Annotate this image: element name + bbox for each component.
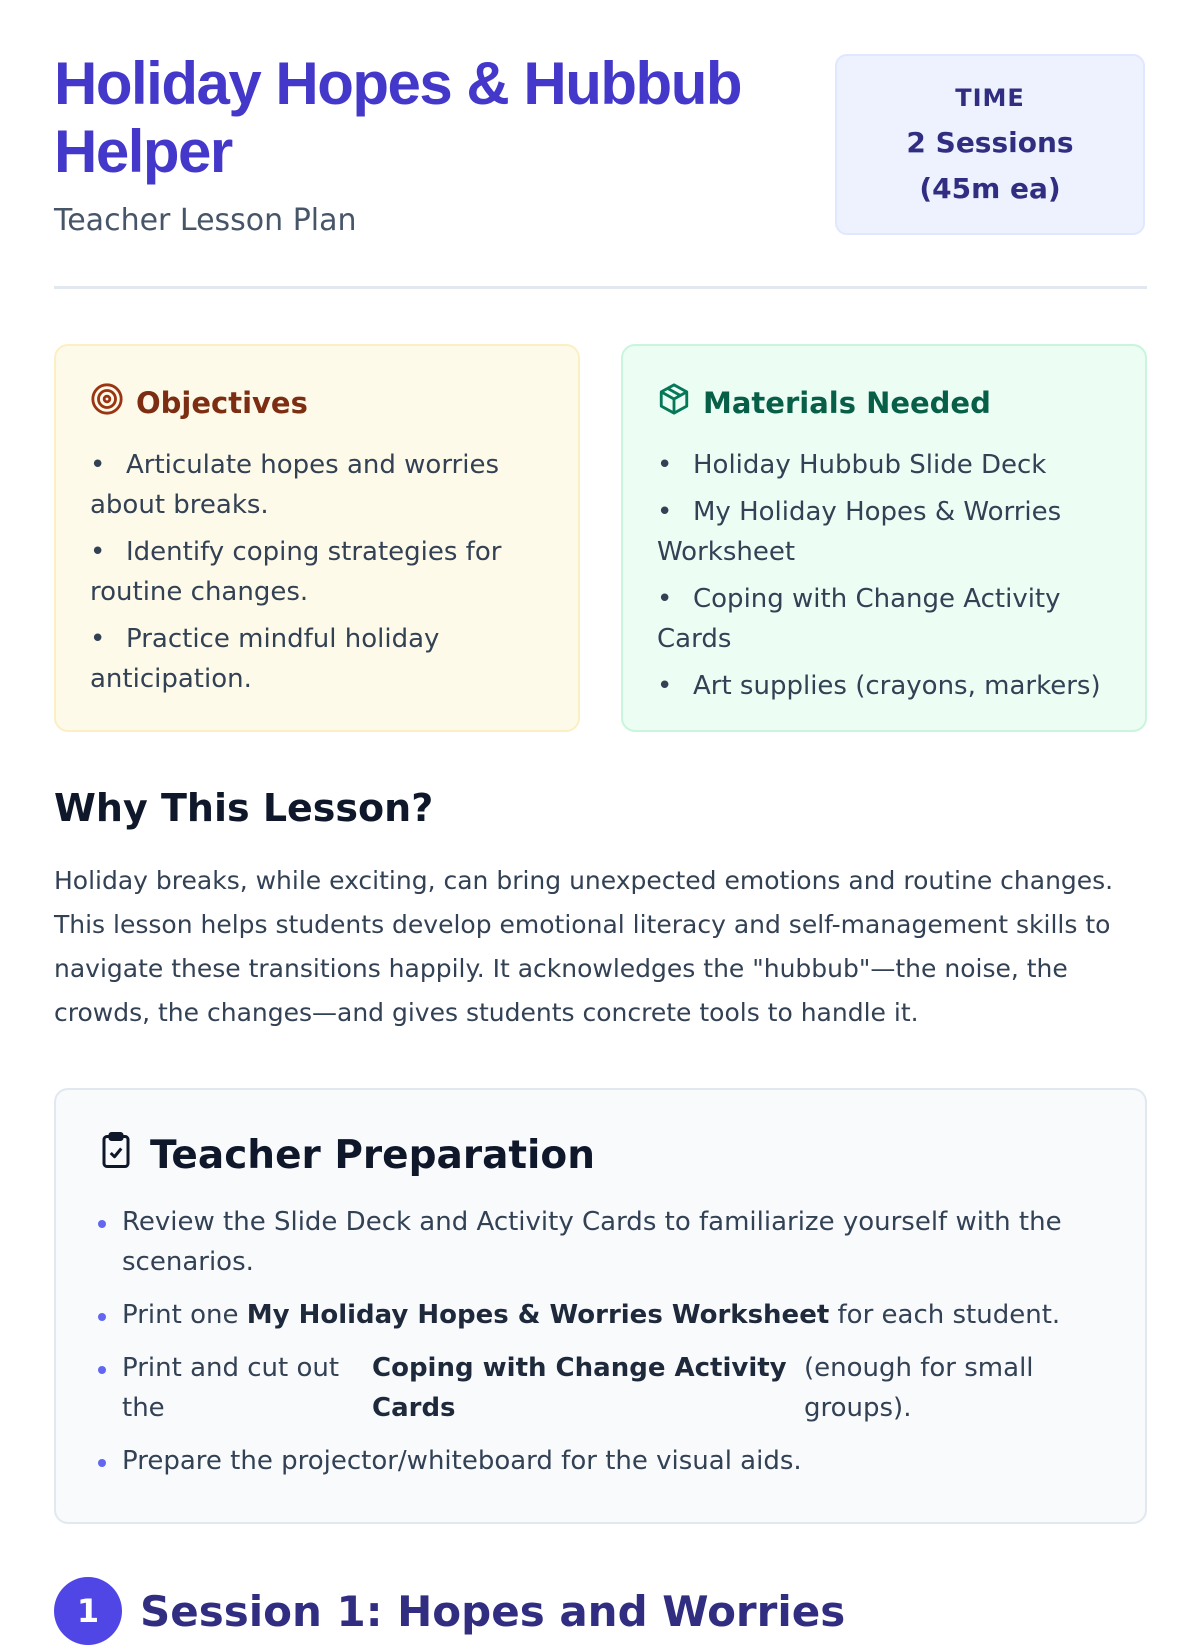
- prep-list: [98, 1202, 1103, 1481]
- target-icon: [90, 382, 124, 423]
- worksheet-name: My Holiday Hopes & Worries Worksheet: [246, 1300, 830, 1330]
- session-header: [54, 1577, 845, 1645]
- materials-heading: Materials Needed: [703, 385, 991, 420]
- material-item: • My Holiday Hopes & Worries Worksheet: [657, 497, 1062, 567]
- page-subtitle: Teacher Lesson Plan: [54, 203, 357, 238]
- materials-list: [657, 445, 1111, 706]
- objectives-header: [90, 382, 544, 423]
- objectives-heading: Objectives: [136, 385, 308, 420]
- prep-item: Print one My Holiday Hopes & Worries Worksheet for each student.: [98, 1295, 1103, 1335]
- prep-item: Prepare the projector/whiteboard for the visual aids.: [98, 1441, 1103, 1481]
- objective-item: • Articulate hopes and worries about breaks.: [90, 450, 500, 520]
- material-item: • Art supplies (crayons, markers): [657, 671, 1101, 701]
- why-paragraph: Holiday breaks, while exciting, can bring unexpected emotions and routine changes. This lesson helps students develop emotional literacy and self-management skills to navigate these transitions happily. It acknowledges the "hubbub"—the noise, the crowds, the changes—and gives students concrete tools to handle it.: [54, 866, 1114, 1027]
- prep-item: Review the Slide Deck and Activity Cards to familiarize yourself with the scenarios.: [98, 1202, 1103, 1282]
- material-item: • Coping with Change Activity Cards: [657, 584, 1061, 654]
- session-number-badge: 1: [54, 1577, 122, 1645]
- session-title: Session 1: Hopes and Worries: [140, 1586, 846, 1636]
- time-badge: [835, 54, 1145, 235]
- material-item: • Holiday Hubbub Slide Deck: [657, 450, 1047, 480]
- why-heading: Why This Lesson?: [54, 786, 434, 830]
- time-value: 2 Sessions (45m ea): [906, 126, 1074, 205]
- teacher-prep-card: [54, 1088, 1147, 1524]
- objective-item: • Practice mindful holiday anticipation.: [90, 624, 440, 694]
- clipboard-check-icon: [98, 1130, 134, 1180]
- box-icon: [657, 382, 691, 423]
- prep-heading: Teacher Preparation: [150, 1132, 595, 1178]
- objectives-card: [54, 344, 580, 732]
- page-title: Holiday Hopes & Hubbub Helper: [54, 50, 741, 185]
- time-label: TIME: [955, 84, 1025, 112]
- cards-name: Coping with Change Activity Cards: [372, 1353, 787, 1423]
- prep-header: [98, 1130, 1103, 1180]
- objectives-list: [90, 445, 544, 699]
- prep-item: Print and cut out the Coping with Change Activity Cards (enough for small groups).: [98, 1348, 1103, 1428]
- materials-card: [621, 344, 1147, 732]
- materials-header: [657, 382, 1111, 423]
- header-divider: [54, 286, 1147, 289]
- objective-item: • Identify coping strategies for routine changes.: [90, 537, 502, 607]
